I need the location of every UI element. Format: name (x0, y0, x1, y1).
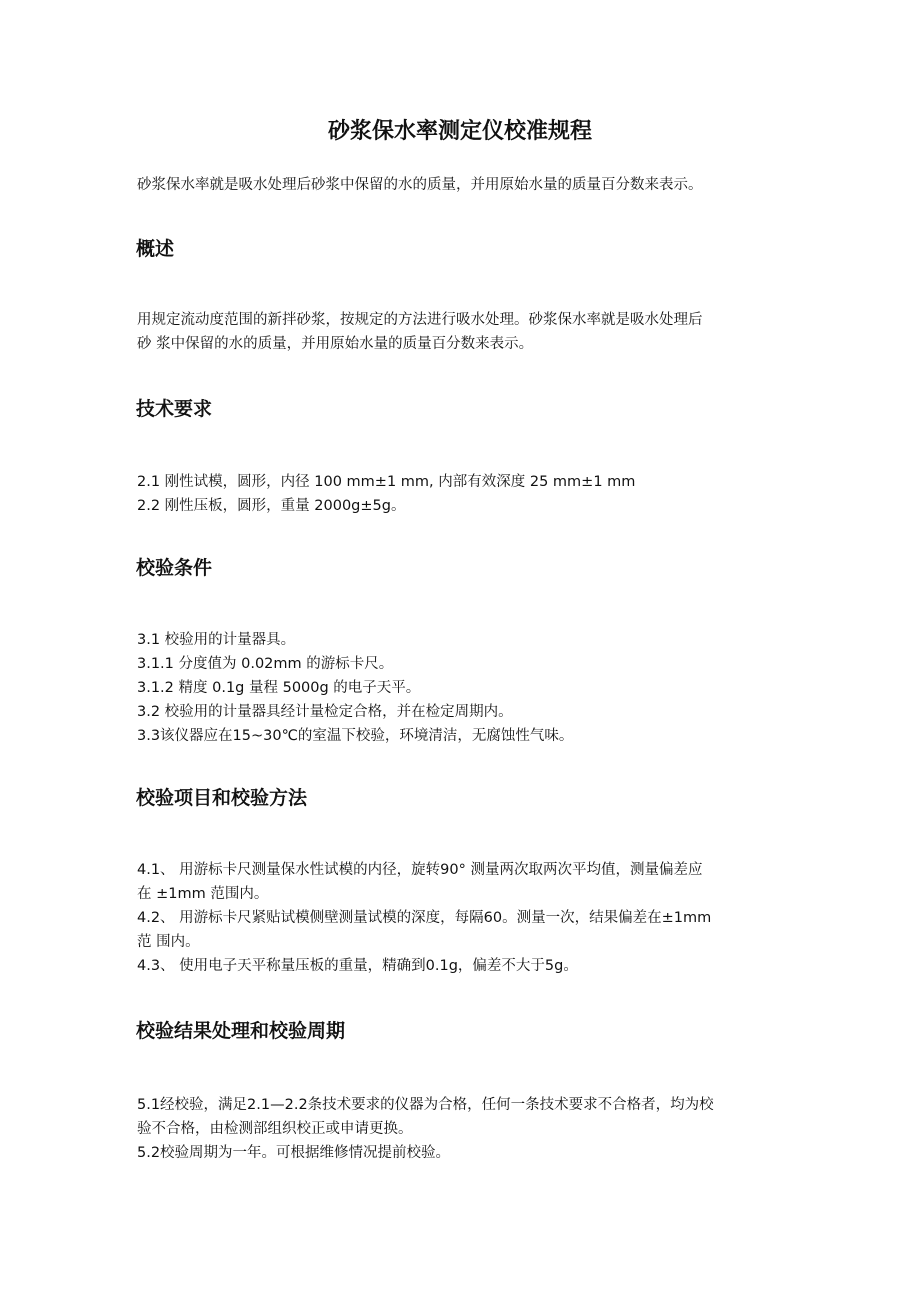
overview-line: 用规定流动度范围的新拌砂浆，按规定的方法进行吸水处理。砂浆保水率就是吸水处理后 (137, 312, 703, 328)
condition-item: 3.1 校验用的计量器具。 (137, 632, 296, 648)
section-heading-methods: 校验项目和校验方法 (136, 787, 308, 809)
document-title: 砂浆保水率测定仪校准规程 (327, 119, 592, 144)
method-item: 4.2、 用游标卡尺紧贴试模侧壁测量试模的深度，每隔60。测量一次，结果偏差在±1mm (137, 910, 712, 926)
section-heading-results: 校验结果处理和校验周期 (136, 1020, 346, 1042)
method-item: 范 围内。 (137, 934, 200, 950)
method-item: 在 ±1mm 范围内。 (137, 886, 269, 902)
section-heading-requirements: 技术要求 (136, 398, 213, 420)
conditions-list (137, 628, 797, 748)
requirement-item: 2.2 刚性压板，圆形，重量 2000g±5g。 (137, 498, 406, 514)
method-item: 4.3、 使用电子天平称量压板的重量，精确到0.1g，偏差不大于5g。 (137, 958, 578, 974)
section-heading-overview: 概述 (136, 238, 175, 260)
condition-item: 3.3该仪器应在15~30℃的室温下校验，环境清洁，无腐蚀性气味。 (137, 728, 574, 744)
condition-item: 3.1.1 分度值为 0.02mm 的游标卡尺。 (137, 656, 394, 672)
method-item: 4.1、 用游标卡尺测量保水性试模的内径，旋转90° 测量两次取两次平均值，测量偏差应 (137, 862, 703, 878)
condition-item: 3.2 校验用的计量器具经计量检定合格，并在检定周期内。 (137, 704, 513, 720)
results-list (137, 1093, 797, 1165)
intro-paragraph: 砂浆保水率就是吸水处理后砂浆中保留的水的质量，并用原始水量的质量百分数来表示。 (137, 177, 703, 193)
requirements-list (137, 470, 797, 518)
result-item: 5.1经校验，满足2.1—2.2条技术要求的仪器为合格，任何一条技术要求不合格者，均为校 (137, 1097, 714, 1113)
result-item: 5.2校验周期为一年。可根据维修情况提前校验。 (137, 1145, 451, 1161)
result-item: 验不合格，由检测部组织校正或申请更换。 (137, 1121, 413, 1137)
section-heading-conditions: 校验条件 (136, 557, 213, 579)
overview-paragraph (137, 308, 797, 356)
condition-item: 3.1.2 精度 0.1g 量程 5000g 的电子天平。 (137, 680, 421, 696)
overview-line: 砂 浆中保留的水的质量，并用原始水量的质量百分数来表示。 (137, 336, 534, 352)
requirement-item: 2.1 刚性试模，圆形，内径 100 mm±1 mm, 内部有效深度 25 mm±1 mm (137, 474, 636, 490)
methods-list (137, 858, 797, 978)
